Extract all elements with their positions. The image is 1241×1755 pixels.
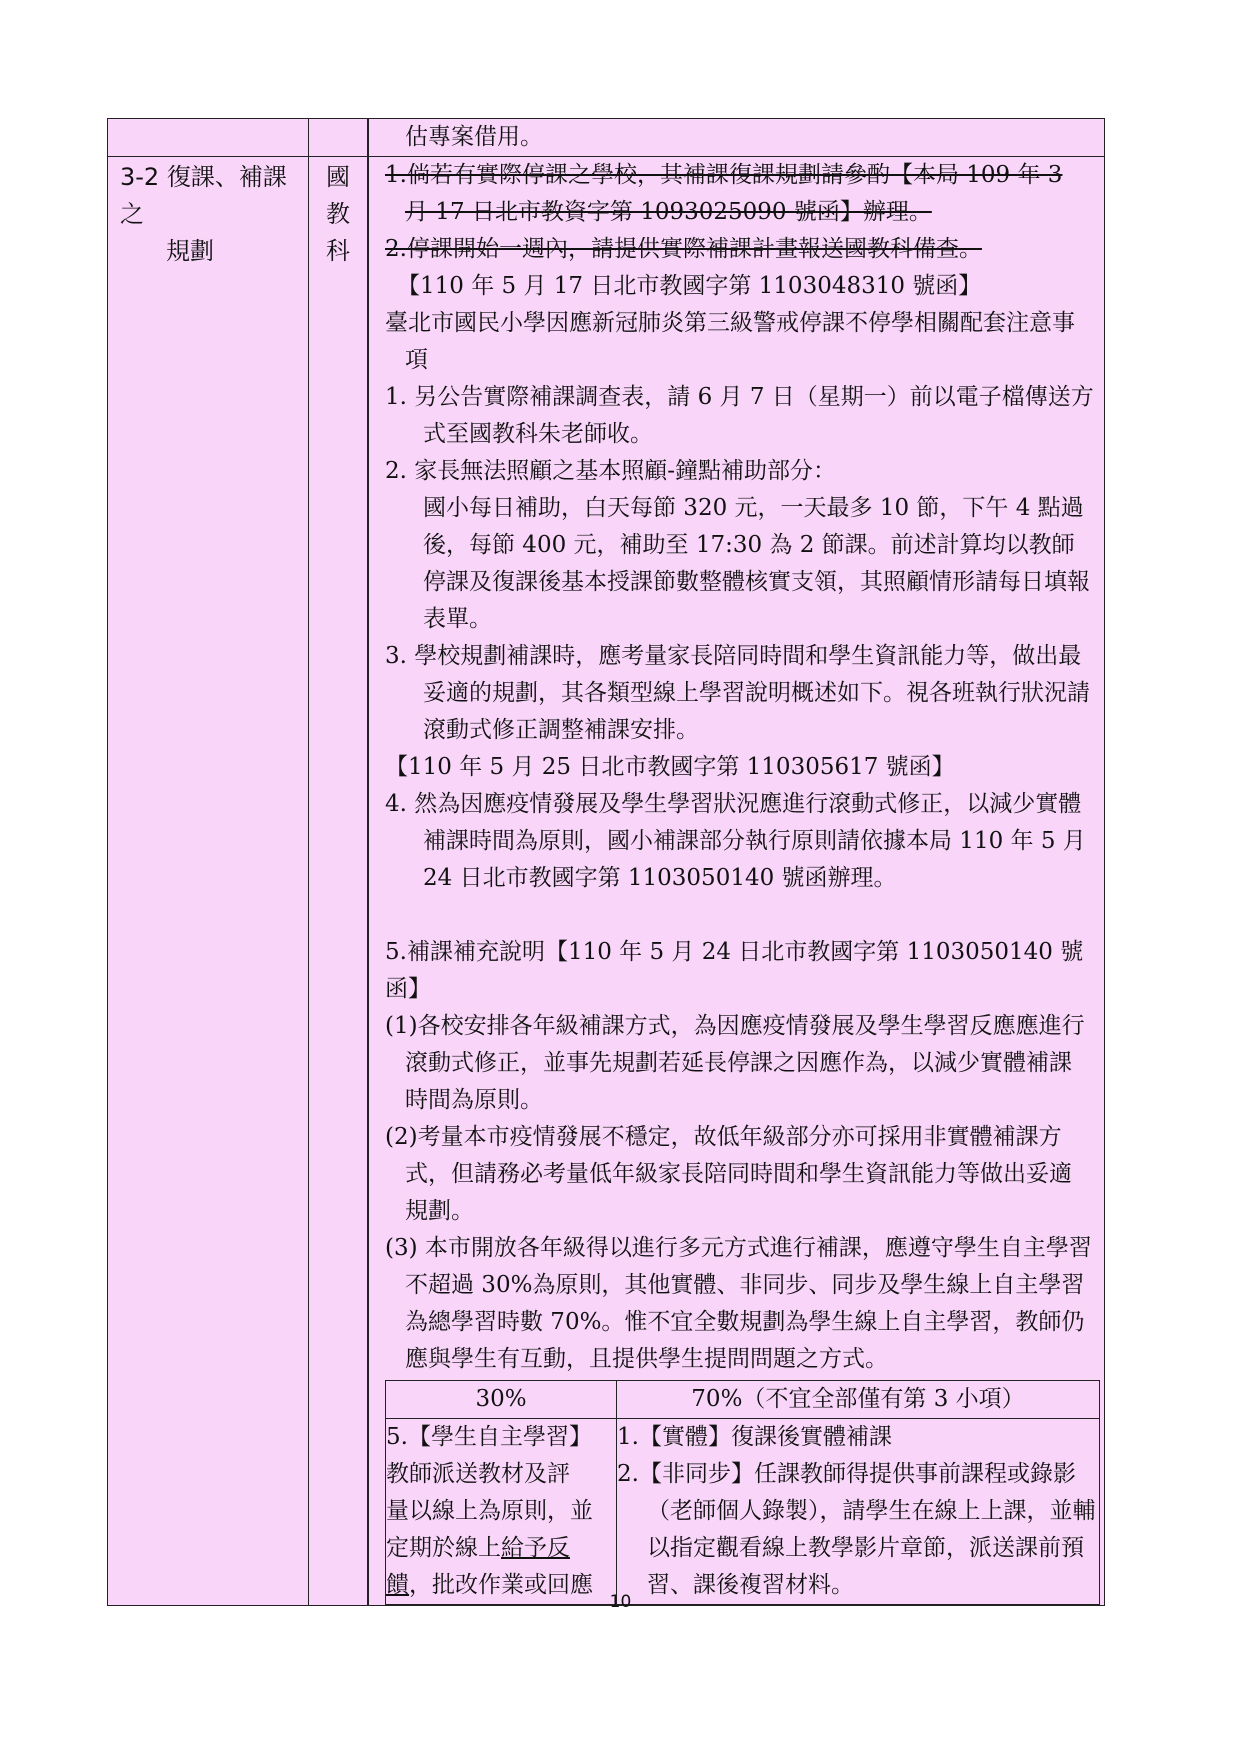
item-1: 1. 另公告實際補課調查表，請 6 月 7 日（星期一）前以電子檔傳送方式至國教科朱老師收。 <box>385 384 1094 447</box>
dept-char: 國 <box>326 163 350 191</box>
cell-empty-1 <box>108 119 309 157</box>
ratio-table-row <box>386 1419 1100 1605</box>
table-row-section <box>108 157 1105 1606</box>
content-cell <box>368 157 1105 1606</box>
cell-empty-2 <box>309 119 369 157</box>
self-study-line-4 <box>386 1530 616 1567</box>
struck-line-1: 1.倘若有實際停課之學校，其補課復課規劃請參酌【本局 109 年 3 <box>385 162 1063 188</box>
ratio-head-70: 70%（不宜全部僅有第 3 小項） <box>617 1381 1100 1419</box>
notice-title: 臺北市國民小學因應新冠肺炎第三級警戒停課不停學相關配套注意事項 <box>385 310 1075 373</box>
sub-item-2: (2)考量本市疫情發展不穩定，故低年級部分亦可採用非實體補課方式，但請務必考量低年級家長陪同時間和學生資訊能力等做出妥適規劃。 <box>385 1124 1072 1224</box>
struck-line-2: 月 17 日北市教資字第 1093025090 號函】辦理。 <box>405 199 932 225</box>
mode-item-1: 1.【實體】復課後實體補課 <box>617 1424 892 1450</box>
underlined-text: 給予反 <box>501 1535 570 1561</box>
dept-char: 科 <box>326 237 350 265</box>
section-label-line2: 規劃 <box>166 237 214 265</box>
self-study-line: 5.【學生自主學習】 <box>386 1424 592 1450</box>
self-study-tail: ，批改作業或回應 <box>409 1572 593 1598</box>
mode-list-cell <box>617 1419 1100 1605</box>
top-text: 估專案借用。 <box>405 124 543 150</box>
sub-item-3: (3) 本市開放各年級得以進行多元方式進行補課，應遵守學生自主學習不超過 30%為原則，其他實體、非同步、同步及學生線上自主學習為總學習時數 70%。惟不宜全數規劃為學生線上自主學習，教師仍應與學生有互動，且提供學生提問問題之方式。 <box>385 1235 1092 1372</box>
section-label-line1: 3-2 復課、補課之 <box>120 163 287 228</box>
item-4: 4. 然為因應疫情發展及學生學習狀況應進行滾動式修正，以減少實體補課時間為原則，國小補課部分執行原則請依據本局 110 年 5 月 24 日北市教國字第 1103050140 號函辦理。 <box>385 791 1086 891</box>
item-3: 3. 學校規劃補課時，應考量家長陪同時間和學生資訊能力等，做出最妥適的規劃，其各類型線上學習說明概述如下。視各班執行狀況請滾動式修正調整補課安排。 <box>385 643 1090 743</box>
reference-1: 【110 年 5 月 17 日北市教國字第 1103048310 號函】 <box>397 273 982 299</box>
section-label <box>108 157 308 270</box>
content-body <box>369 157 1104 1378</box>
self-study-text: 定期於線上 <box>386 1535 501 1561</box>
mode-item-2: 2.【非同步】任課教師得提供事前課程或錄影（老師個人錄製），請學生在線上上課，並輔以指定觀看線上教學影片章節，派送課前預習、課後複習材料。 <box>617 1461 1096 1598</box>
section-label-cell <box>108 157 309 1606</box>
ratio-table <box>385 1380 1100 1605</box>
struck-line-3: 2.停課開始一週內，請提供實際補課計畫報送國教科備查。 <box>385 236 982 262</box>
dept-label <box>309 157 367 270</box>
self-study-cell <box>386 1419 617 1605</box>
dept-char: 教 <box>326 200 350 228</box>
self-study-line: 教師派送教材及評 <box>386 1461 570 1487</box>
item-2-head: 2. 家長無法照顧之基本照顧-鐘點補助部分： <box>385 458 837 484</box>
spacer <box>385 897 1094 934</box>
ratio-head-30: 30% <box>386 1381 617 1419</box>
item-2-body: 國小每日補助，白天每節 320 元，一天最多 10 節，下午 4 點過後，每節 400 元，補助至 17:30 為 2 節課。前述計算均以教師停課及復課後基本授課節數整體核實支領，其照顧情形請每日填報表單。 <box>423 495 1090 632</box>
item-5-head: 5.補課補充說明【110 年 5 月 24 日北市教國字第 1103050140 號函】 <box>385 939 1084 1002</box>
sub-item-1: (1)各校安排各年級補課方式，為因應疫情發展及學生學習反應應進行滾動式修正，並事先規劃若延長停課之因應作為，以減少實體補課時間為原則。 <box>385 1013 1085 1113</box>
cell-top-content <box>368 119 1105 157</box>
reference-2: 【110 年 5 月 25 日北市教國字第 110305617 號函】 <box>385 754 955 780</box>
underlined-text: 饋 <box>386 1572 409 1598</box>
plan-table <box>107 118 1105 1606</box>
dept-cell <box>309 157 369 1606</box>
page-number: 10 <box>609 1592 632 1612</box>
table-row-top <box>108 119 1105 157</box>
ratio-table-header <box>386 1381 1100 1419</box>
self-study-line: 量以線上為原則，並 <box>386 1498 593 1524</box>
